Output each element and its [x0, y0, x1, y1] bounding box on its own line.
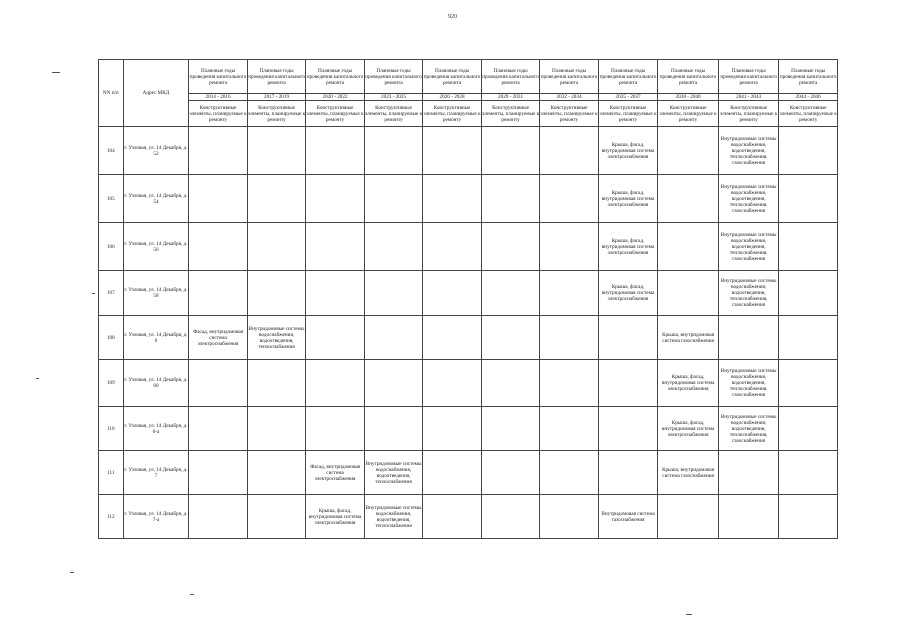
- work-cell: [718, 451, 779, 495]
- work-cell: [598, 360, 658, 407]
- work-cell: [364, 360, 423, 407]
- row-number: 106: [99, 223, 124, 271]
- work-cell: Крыша, фасад, внутридомовая система электроснабжения: [306, 495, 365, 539]
- work-cell: Внутридомовые системы водоснабжения, водоотведения, теплоснабжения: [364, 451, 423, 495]
- header-period-label: Плановые годы проведения капитального ремонта: [306, 60, 365, 94]
- row-number: 105: [99, 175, 124, 223]
- work-cell: [481, 451, 540, 495]
- row-address: г. Узловая, ул. 14 Декабря, д. 6-а: [123, 407, 189, 451]
- row-address: г. Узловая, ул. 14 Декабря, д. 60: [123, 360, 189, 407]
- scan-mark: [52, 72, 60, 73]
- work-cell: [779, 495, 838, 539]
- work-cell: [540, 407, 599, 451]
- work-cell: [598, 451, 658, 495]
- header-period-label: Плановые годы проведения капитального ремонта: [598, 60, 658, 94]
- header-period-range: 2029 - 2031: [481, 94, 540, 101]
- table-row: [99, 407, 838, 451]
- work-cell: [423, 316, 482, 360]
- repair-schedule-table: [98, 59, 838, 539]
- header-period-label: Плановые годы проведения капитального ремонта: [189, 60, 248, 94]
- work-cell: [364, 407, 423, 451]
- work-cell: [423, 495, 482, 539]
- header-period-label: Плановые годы проведения капитального ремонта: [423, 60, 482, 94]
- work-cell: [779, 360, 838, 407]
- work-cell: [423, 451, 482, 495]
- work-cell: [189, 407, 248, 451]
- work-cell: Внутридомовые системы водоснабжения, водоотведения, теплоснабжения: [247, 316, 306, 360]
- work-cell: [306, 223, 365, 271]
- row-number: 111: [99, 451, 124, 495]
- row-number: 109: [99, 360, 124, 407]
- work-cell: [481, 127, 540, 175]
- header-period-label: Плановые годы проведения капитального ремонта: [718, 60, 779, 94]
- header-period-range: 2026 - 2028: [423, 94, 482, 101]
- work-cell: [423, 407, 482, 451]
- row-number: 112: [99, 495, 124, 539]
- work-cell: [306, 175, 365, 223]
- row-number: 104: [99, 127, 124, 175]
- work-cell: [247, 495, 306, 539]
- work-cell: Внутридомовые системы водоснабжения, водоотведения, теплоснабжения: [364, 495, 423, 539]
- work-cell: Крыша, фасад, внутридомовая система электроснабжения: [598, 271, 658, 316]
- work-cell: [540, 223, 599, 271]
- work-cell: [540, 451, 599, 495]
- row-address: г. Узловая, ул. 14 Декабря, д. 56: [123, 223, 189, 271]
- work-cell: [306, 407, 365, 451]
- work-cell: [481, 495, 540, 539]
- work-cell: [779, 223, 838, 271]
- work-cell: [658, 223, 719, 271]
- scan-mark: [70, 572, 74, 573]
- work-cell: [779, 407, 838, 451]
- table-row: [99, 175, 838, 223]
- work-cell: [658, 271, 719, 316]
- work-cell: [247, 175, 306, 223]
- work-cell: [481, 316, 540, 360]
- header-period-label: Плановые годы проведения капитального ремонта: [540, 60, 599, 94]
- row-address: г. Узловая, ул. 14 Декабря, д. 52: [123, 127, 189, 175]
- table-row: [99, 271, 838, 316]
- work-cell: [598, 316, 658, 360]
- work-cell: Внутридомовые системы водоснабжения, водоотведения, теплоснабжения, газоснабжения: [718, 271, 779, 316]
- header-address: Адрес МКД: [123, 60, 189, 127]
- scan-mark: [190, 594, 194, 595]
- header-element-label: Конструктивные элементы, планируемые к ремонту: [779, 101, 838, 127]
- work-cell: [423, 175, 482, 223]
- header-period-range: 2023 - 2025: [364, 94, 423, 101]
- work-cell: [423, 223, 482, 271]
- work-cell: Внутридомовая система газоснабжения: [598, 495, 658, 539]
- work-cell: [481, 175, 540, 223]
- header-period-range: 2044 - 2046: [779, 94, 838, 101]
- work-cell: [779, 175, 838, 223]
- work-cell: [247, 451, 306, 495]
- work-cell: [247, 223, 306, 271]
- work-cell: [306, 127, 365, 175]
- work-cell: [364, 271, 423, 316]
- header-element-label: Конструктивные элементы, планируемые к ремонту: [306, 101, 365, 127]
- work-cell: [718, 495, 779, 539]
- header-element-label: Конструктивные элементы, планируемые к ремонту: [658, 101, 719, 127]
- work-cell: [598, 407, 658, 451]
- work-cell: [423, 127, 482, 175]
- row-address: г. Узловая, ул. 14 Декабря, д. 6: [123, 316, 189, 360]
- work-cell: Крыша, фасад, внутридомовая система электроснабжения: [598, 175, 658, 223]
- work-cell: Крыша, фасад, внутридомовая система электроснабжения: [598, 127, 658, 175]
- header-period-range: 2038 - 2040: [658, 94, 719, 101]
- header-period-range: 2041 - 2043: [718, 94, 779, 101]
- work-cell: [779, 451, 838, 495]
- work-cell: Внутридомовые системы водоснабжения, водоотведения, теплоснабжения, газоснабжения: [718, 407, 779, 451]
- work-cell: [540, 271, 599, 316]
- work-cell: [423, 271, 482, 316]
- work-cell: [189, 175, 248, 223]
- work-cell: [247, 127, 306, 175]
- work-cell: Внутридомовые системы водоснабжения, водоотведения, теплоснабжения, газоснабжения: [718, 175, 779, 223]
- work-cell: [189, 451, 248, 495]
- work-cell: [779, 316, 838, 360]
- header-element-label: Конструктивные элементы, планируемые к ремонту: [189, 101, 248, 127]
- header-element-label: Конструктивные элементы, планируемые к ремонту: [718, 101, 779, 127]
- table-row: [99, 223, 838, 271]
- work-cell: [189, 223, 248, 271]
- header-element-label: Конструктивные элементы, планируемые к ремонту: [481, 101, 540, 127]
- work-cell: [364, 223, 423, 271]
- work-cell: [306, 360, 365, 407]
- work-cell: [306, 316, 365, 360]
- table-row: [99, 495, 838, 539]
- table-row: [99, 451, 838, 495]
- work-cell: [189, 127, 248, 175]
- work-cell: [189, 360, 248, 407]
- work-cell: Крыша, фасад, внутридомовая система электроснабжения: [658, 360, 719, 407]
- row-number: 107: [99, 271, 124, 316]
- work-cell: [247, 271, 306, 316]
- scan-mark: [686, 614, 692, 615]
- row-address: г. Узловая, ул. 14 Декабря, д. 58: [123, 271, 189, 316]
- row-address: г. Узловая, ул. 14 Декабря, д. 7: [123, 451, 189, 495]
- header-period-label: Плановые годы проведения капитального ремонта: [364, 60, 423, 94]
- work-cell: [540, 127, 599, 175]
- work-cell: [364, 316, 423, 360]
- work-cell: Фасад, внутридомовая система электроснабжения: [306, 451, 365, 495]
- work-cell: [658, 175, 719, 223]
- header-period-range: 2032 - 2034: [540, 94, 599, 101]
- header-period-label: Плановые годы проведения капитального ремонта: [481, 60, 540, 94]
- header-period-label: Плановые годы проведения капитального ремонта: [658, 60, 719, 94]
- work-cell: [423, 360, 482, 407]
- table-row: [99, 316, 838, 360]
- work-cell: [306, 271, 365, 316]
- work-cell: Крыша, внутридомовая система газоснабжения: [658, 316, 719, 360]
- work-cell: [481, 223, 540, 271]
- work-cell: [718, 316, 779, 360]
- header-period-range: 2020 - 2022: [306, 94, 365, 101]
- work-cell: [481, 360, 540, 407]
- work-cell: [540, 495, 599, 539]
- work-cell: [247, 360, 306, 407]
- header-element-label: Конструктивные элементы, планируемые к ремонту: [247, 101, 306, 127]
- work-cell: Фасад, внутридомовая система электроснабжения: [189, 316, 248, 360]
- header-period-label: Плановые годы проведения капитального ремонта: [779, 60, 838, 94]
- header-period-range: 2014 - 2016: [189, 94, 248, 101]
- table-row: [99, 127, 838, 175]
- table-row: [99, 360, 838, 407]
- row-number: 108: [99, 316, 124, 360]
- work-cell: Крыша, фасад, внутридомовая система электроснабжения: [598, 223, 658, 271]
- work-cell: [779, 127, 838, 175]
- work-cell: [540, 175, 599, 223]
- header-period-label: Плановые годы проведения капитального ремонта: [247, 60, 306, 94]
- work-cell: [364, 127, 423, 175]
- work-cell: [658, 127, 719, 175]
- header-element-label: Конструктивные элементы, планируемые к ремонту: [540, 101, 599, 127]
- work-cell: [247, 407, 306, 451]
- work-cell: Крыша, фасад, внутридомовая система электроснабжения: [658, 407, 719, 451]
- work-cell: [189, 271, 248, 316]
- work-cell: Крыша, внутридомовая система газоснабжения: [658, 451, 719, 495]
- row-address: г. Узловая, ул. 14 Декабря, д. 54: [123, 175, 189, 223]
- header-element-label: Конструктивные элементы, планируемые к ремонту: [364, 101, 423, 127]
- header-period-range: 2035 - 2037: [598, 94, 658, 101]
- header-number: NN п/п: [99, 60, 124, 127]
- work-cell: [658, 495, 719, 539]
- work-cell: [779, 271, 838, 316]
- header-element-label: Конструктивные элементы, планируемые к ремонту: [598, 101, 658, 127]
- work-cell: Внутридомовые системы водоснабжения, водоотведения, теплоснабжения, газоснабжения: [718, 127, 779, 175]
- work-cell: [189, 495, 248, 539]
- work-cell: [364, 175, 423, 223]
- work-cell: Внутридомовые системы водоснабжения, водоотведения, теплоснабжения, газоснабжения: [718, 223, 779, 271]
- work-cell: [481, 407, 540, 451]
- row-number: 110: [99, 407, 124, 451]
- work-cell: [540, 316, 599, 360]
- work-cell: Внутридомовые системы водоснабжения, водоотведения, теплоснабжения, газоснабжения: [718, 360, 779, 407]
- page-number: 920: [448, 14, 457, 20]
- scan-mark: [36, 378, 39, 379]
- work-cell: [481, 271, 540, 316]
- work-cell: [540, 360, 599, 407]
- header-period-range: 2017 - 2019: [247, 94, 306, 101]
- row-address: г. Узловая, ул. 14 Декабря, д. 7-а: [123, 495, 189, 539]
- header-element-label: Конструктивные элементы, планируемые к ремонту: [423, 101, 482, 127]
- scan-mark: [92, 293, 95, 294]
